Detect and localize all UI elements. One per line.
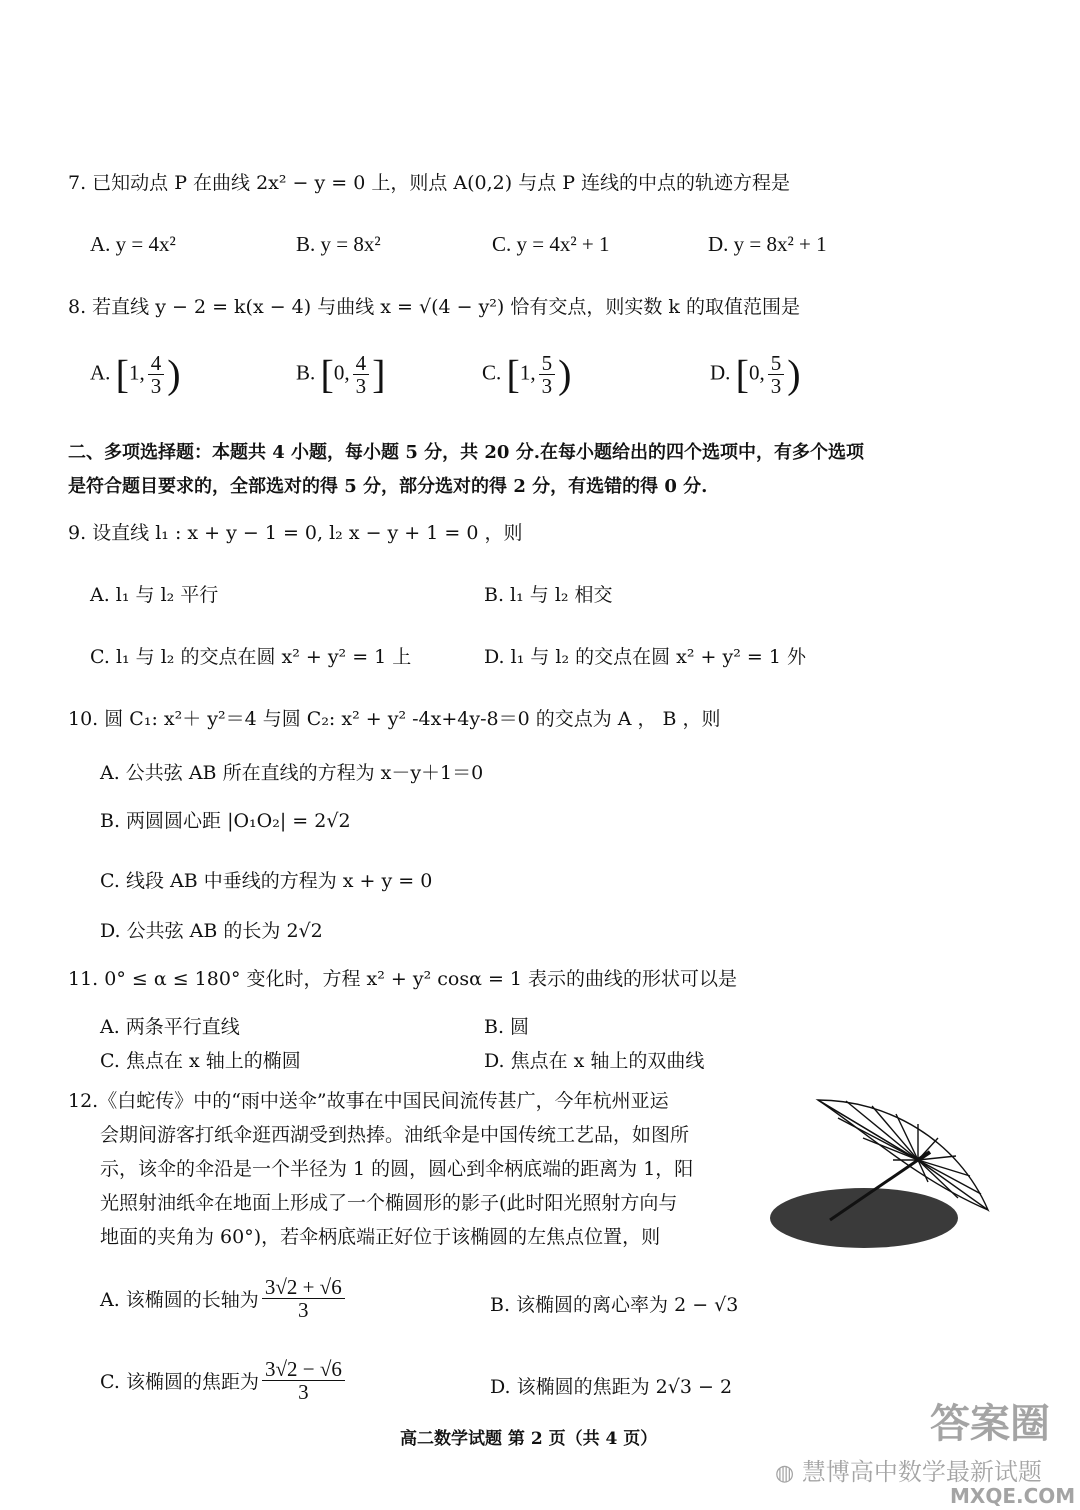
option-fraction [262, 1276, 345, 1321]
q7-option-a[interactable]: A. y = 4x² [90, 232, 176, 256]
fraction-denominator: 3 [298, 1298, 309, 1323]
q12-option-c[interactable] [100, 1358, 348, 1403]
q8-option-c[interactable] [482, 352, 571, 397]
q11-option-d[interactable]: D. 焦点在 x 轴上的双曲线 [484, 1050, 705, 1072]
fraction-numerator: 3√2 + √6 [262, 1276, 345, 1299]
option-text: A. 该椭圆的长轴为 [100, 1289, 259, 1312]
section-2-heading-line-1: 二、多项选择题：本题共 4 小题，每小题 5 分，共 20 分.在每小题给出的四个选项中，有多个选项 [68, 442, 864, 463]
option-fraction [262, 1358, 345, 1403]
question-12-line-1: 12.《白蛇传》中的“雨中送伞”故事在中国民间流传甚广，今年杭州亚运 [68, 1090, 669, 1112]
interval-close-bracket: ) [787, 351, 801, 397]
q7-option-d[interactable]: D. y = 8x² + 1 [708, 232, 827, 256]
question-12-line-5: 地面的夹角为 60°)，若伞柄底端正好位于该椭圆的左焦点位置，则 [100, 1226, 661, 1248]
watermark-site: MXQE.COM [950, 1484, 1076, 1508]
q7-option-b[interactable]: B. y = 8x² [296, 232, 381, 256]
interval-left-value: 1, [129, 360, 145, 385]
fraction-denominator: 3 [541, 374, 553, 399]
interval-fraction [148, 352, 165, 397]
interval-left-value: 1, [519, 360, 536, 385]
wechat-icon: ◍ [775, 1461, 795, 1486]
q8-option-b[interactable] [296, 352, 385, 397]
q11-option-a[interactable]: A. 两条平行直线 [100, 1016, 240, 1038]
interval-fraction [353, 352, 370, 397]
interval-open-bracket: [ [115, 351, 129, 397]
fraction-numerator: 4 [148, 352, 165, 375]
fraction-denominator: 3 [150, 374, 162, 399]
fraction-denominator: 3 [770, 374, 782, 399]
page-footer: 高二数学试题 第 2 页（共 4 页） [400, 1429, 658, 1449]
interval-fraction [768, 352, 785, 397]
q7-option-c[interactable]: C. y = 4x² + 1 [492, 232, 610, 256]
fraction-numerator: 5 [539, 352, 556, 375]
interval-close-bracket: ) [167, 351, 181, 397]
q10-option-b[interactable]: B. 两圆圆心距 |O₁O₂| = 2√2 [100, 810, 351, 832]
section-2-heading-line-2: 是符合题目要求的，全部选对的得 5 分，部分选对的得 2 分，有选错的得 0 分. [68, 476, 708, 497]
q11-option-b[interactable]: B. 圆 [484, 1016, 530, 1038]
option-label: C. [482, 360, 502, 385]
q9-option-a[interactable]: A. l₁ 与 l₂ 平行 [90, 584, 219, 606]
umbrella-shadow-illustration [768, 1090, 1008, 1250]
interval-close-bracket: ] [372, 351, 386, 397]
question-12-line-3: 示，该伞的伞沿是一个半径为 1 的圆，圆心到伞柄底端的距离为 1，阳 [100, 1158, 694, 1180]
q10-option-a[interactable]: A. 公共弦 AB 所在直线的方程为 x－y＋1＝0 [100, 762, 484, 784]
interval-left-value: 0, [749, 360, 765, 385]
watermark-account [775, 1452, 1042, 1487]
interval-left-value: 0, [333, 360, 350, 385]
interval-open-bracket: [ [506, 351, 520, 397]
fraction-numerator: 5 [768, 352, 785, 375]
q11-option-c[interactable]: C. 焦点在 x 轴上的椭圆 [100, 1050, 301, 1072]
q10-option-c[interactable]: C. 线段 AB 中垂线的方程为 x + y = 0 [100, 870, 433, 892]
option-label: A. [90, 360, 111, 385]
question-9-stem: 9. 设直线 l₁ : x + y − 1 = 0, l₂ x − y + 1 = 0 ，则 [68, 522, 523, 544]
question-12-line-4: 光照射油纸伞在地面上形成了一个椭圆形的影子(此时阳光照射方向与 [100, 1192, 678, 1214]
q12-option-a[interactable] [100, 1276, 348, 1321]
q9-option-d[interactable]: D. l₁ 与 l₂ 的交点在圆 x² + y² = 1 外 [484, 646, 806, 668]
q8-option-d[interactable] [710, 352, 801, 397]
fraction-numerator: 4 [353, 352, 370, 375]
question-7-stem: 7. 已知动点 P 在曲线 2x² − y = 0 上，则点 A(0,2) 与点 P 连线的中点的轨迹方程是 [68, 172, 791, 194]
option-label: B. [296, 360, 316, 385]
q9-option-b[interactable]: B. l₁ 与 l₂ 相交 [484, 584, 613, 606]
q9-option-c[interactable]: C. l₁ 与 l₂ 的交点在圆 x² + y² = 1 上 [90, 646, 412, 668]
question-11-stem: 11. 0° ≤ α ≤ 180° 变化时，方程 x² + y² cosα = 1 表示的曲线的形状可以是 [68, 968, 738, 990]
fraction-denominator: 3 [355, 374, 367, 399]
option-text: C. 该椭圆的焦距为 [100, 1371, 259, 1394]
option-label: D. [710, 360, 731, 385]
question-10-stem: 10. 圆 C₁: x²＋ y²＝4 与圆 C₂: x² + y² -4x+4y-8＝0 的交点为 A ， B ，则 [68, 708, 721, 730]
interval-open-bracket: [ [320, 351, 334, 397]
q10-option-d[interactable]: D. 公共弦 AB 的长为 2√2 [100, 920, 323, 942]
interval-close-bracket: ) [558, 351, 572, 397]
fraction-denominator: 3 [298, 1380, 309, 1405]
q8-option-a[interactable] [90, 352, 181, 397]
q12-option-b[interactable]: B. 该椭圆的离心率为 2 − √3 [490, 1294, 739, 1316]
interval-fraction [539, 352, 556, 397]
fraction-numerator: 3√2 − √6 [262, 1358, 345, 1381]
interval-open-bracket: [ [735, 351, 749, 397]
watermark-stamp: 答案圈 [930, 1401, 1050, 1447]
question-12-line-2: 会期间游客打纸伞逛西湖受到热捧。油纸伞是中国传统工艺品，如图所 [100, 1124, 690, 1146]
watermark-account-name: 慧博高中数学最新试题 [801, 1458, 1042, 1486]
q12-option-d[interactable]: D. 该椭圆的焦距为 2√3 − 2 [490, 1376, 733, 1398]
question-8-stem: 8. 若直线 y − 2 = k(x − 4) 与曲线 x = √(4 − y²) 恰有交点，则实数 k 的取值范围是 [68, 296, 800, 318]
